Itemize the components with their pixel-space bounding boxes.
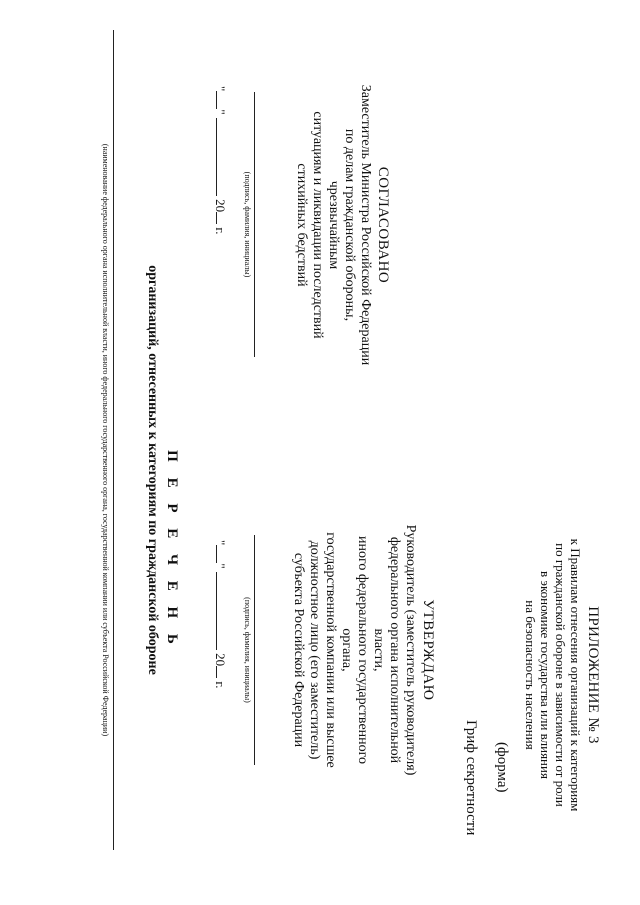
- agree-line: стихийных бедствий: [294, 163, 309, 287]
- agree-line: ситуациям и ликвидации последствий: [310, 111, 325, 339]
- organization-line: [113, 30, 114, 850]
- approve-date: "" 20 г.: [213, 540, 228, 689]
- form-label: (форма): [494, 742, 510, 793]
- appendix-line: к Правилам отнесения организаций к категориям: [568, 538, 583, 812]
- approve-block: [290, 520, 436, 780]
- organization-caption: (наименование федерального органа исполнительной власти, иного федерального государственного органа, государственной компании или субъекта Российской Федерации): [101, 143, 110, 737]
- list-title: П Е Р Е Ч Е Н Ь: [164, 450, 180, 650]
- agree-block: [293, 84, 391, 366]
- appendix-line: по гражданской обороне в зависимости от роли: [553, 543, 568, 807]
- approve-line: субъекта Российской Федерации: [291, 552, 306, 748]
- agree-line: Заместитель Министра Российской Федерации: [358, 84, 373, 366]
- approve-signature-caption: (подпись, фамилия, инициалы): [243, 597, 252, 703]
- agree-date: "" 20 г.: [213, 86, 228, 235]
- approve-line: иного федерального государственного органа,: [339, 535, 370, 765]
- appendix-header: [523, 510, 600, 840]
- approve-signature-line: [254, 535, 255, 765]
- appendix-line: на безопасность населения: [523, 600, 538, 750]
- approve-line: государственной компании или высшее: [323, 532, 338, 768]
- approve-line: федерального органа исполнительной власти,: [371, 536, 402, 764]
- approve-heading: УТВЕРЖДАЮ: [420, 599, 436, 701]
- agree-signature-line: [254, 92, 255, 357]
- agree-signature-caption: (подпись, фамилия, инициалы): [243, 171, 252, 278]
- appendix-title: ПРИЛОЖЕНИЕ № 3: [585, 606, 601, 744]
- agree-line: по делам гражданской обороны, чрезвычайным: [326, 128, 357, 322]
- appendix-line: в экономике государства или влияния: [538, 571, 553, 779]
- list-subtitle: организаций, отнесенных к категориям по гражданской обороне: [145, 265, 160, 675]
- secrecy-label: Гриф секретности: [463, 720, 479, 836]
- approve-line: должностное лицо (его заместитель): [307, 540, 322, 760]
- agree-heading: СОГЛАСОВАНО: [375, 166, 391, 284]
- approve-line: Руководитель (заместитель руководителя): [403, 524, 418, 776]
